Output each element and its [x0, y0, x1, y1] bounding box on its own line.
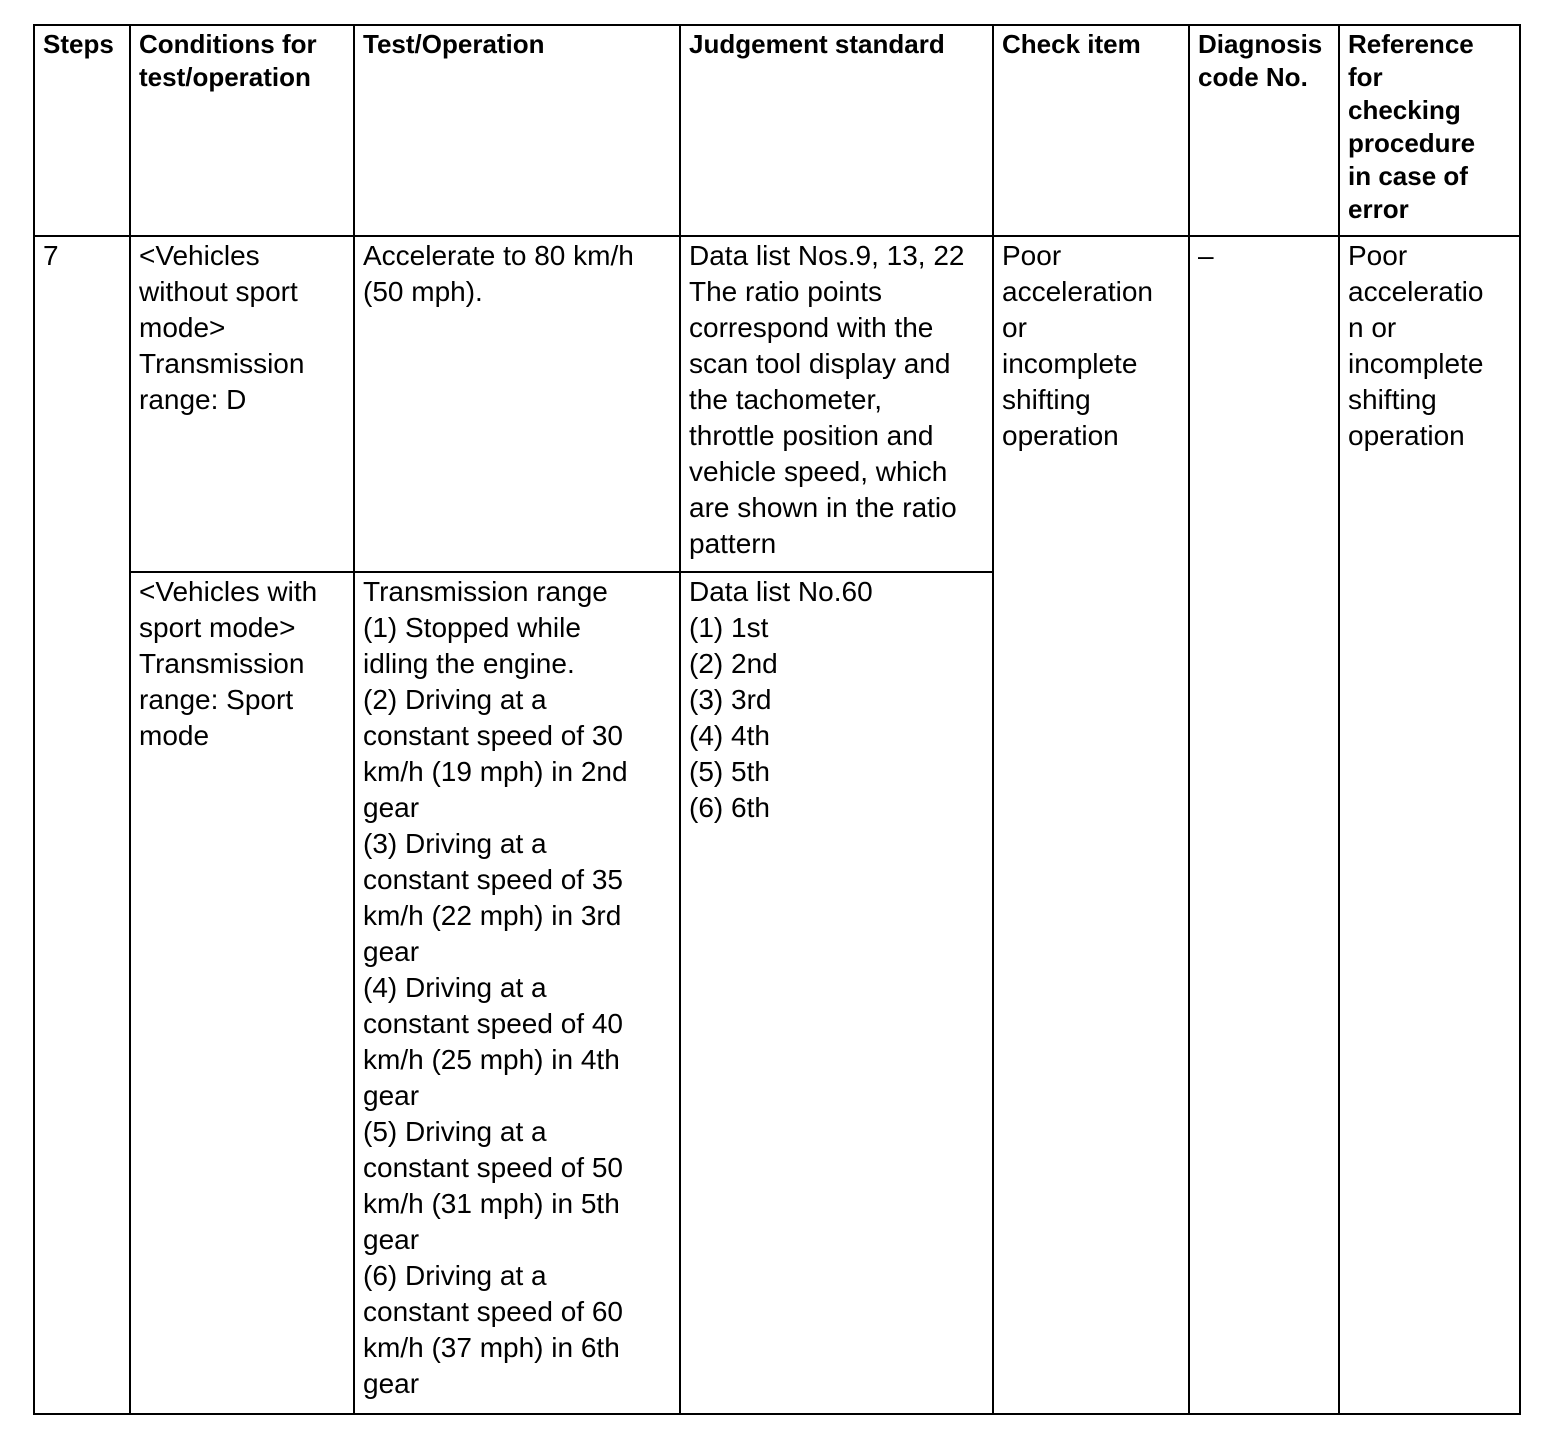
header-steps: Steps [34, 25, 130, 236]
table-row [34, 236, 1520, 572]
reference-cell: Poor acceleratio n or incomplete shifting operation [1339, 236, 1520, 1414]
judgement-cell-ratio-pattern: Data list Nos.9, 13, 22 The ratio points correspond with the scan tool display and the tachometer, throttle position and vehicle speed, which are shown in the ratio pattern [680, 236, 993, 572]
header-check-item: Check item [993, 25, 1189, 236]
step-number: 7 [43, 240, 59, 271]
step-number-cell [34, 236, 130, 1414]
check-item-cell: Poor acceleration or incomplete shifting operation [993, 236, 1189, 1414]
diagnosis-code-value: – [1198, 240, 1214, 271]
header-conditions: Conditions for test/operation [130, 25, 354, 236]
header-test-operation: Test/Operation [354, 25, 680, 236]
conditions-cell-without-sport: <Vehicles without sport mode> Transmission range: D [130, 236, 354, 572]
diagnosis-table [33, 24, 1521, 1415]
test-operation-cell-accelerate: Accelerate to 80 km/h (50 mph). [354, 236, 680, 572]
diagnosis-code-cell [1189, 236, 1339, 1414]
header-diagnosis-code: Diagnosis code No. [1189, 25, 1339, 236]
header-judgement-standard: Judgement standard [680, 25, 993, 236]
conditions-cell-sport-mode: <Vehicles with sport mode> Transmission range: Sport mode [130, 572, 354, 1414]
header-reference: Reference for checking procedure in case of error [1339, 25, 1520, 236]
judgement-cell-data-list-60: Data list No.60 (1) 1st (2) 2nd (3) 3rd (4) 4th (5) 5th (6) 6th [680, 572, 993, 1414]
test-operation-cell-gears: Transmission range (1) Stopped while idling the engine. (2) Driving at a constant speed of 30 km/h (19 mph) in 2nd gear (3) Driving at a constant speed of 35 km/h (22 mph) in 3rd gear (4) Driving at a constant speed of 40 km/h (25 mph) in 4th gear (5) Driving at a constant speed of 50 km/h (31 mph) in 5th gear (6) Driving at a constant speed of 60 km/h (37 mph) in 6th gear [354, 572, 680, 1414]
header-row [34, 25, 1520, 236]
